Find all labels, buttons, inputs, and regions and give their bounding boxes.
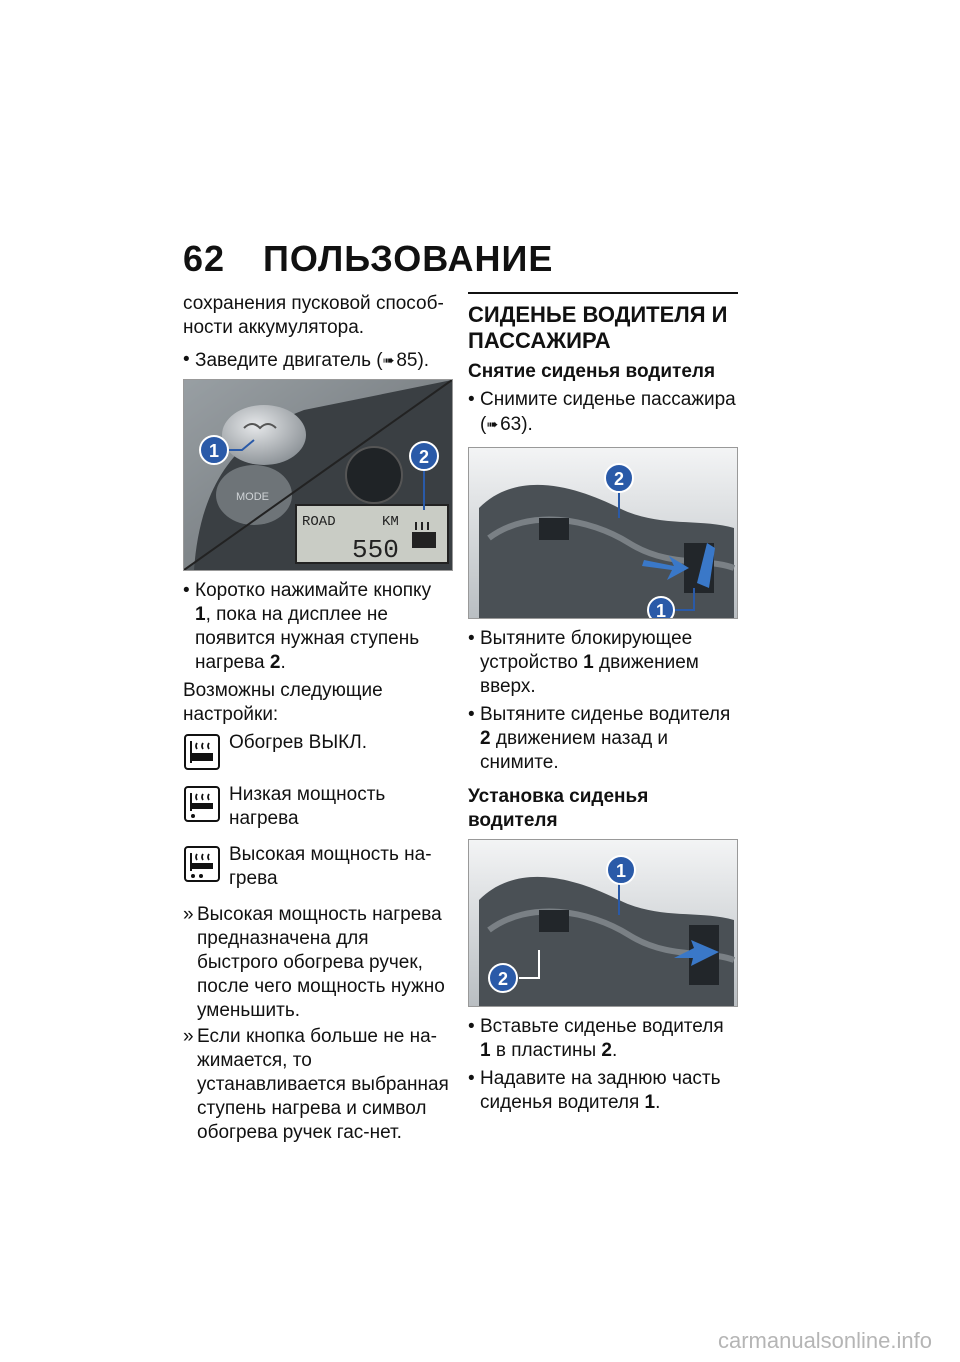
page-header [183, 238, 553, 280]
right-column [468, 292, 738, 1119]
seat-removal-illustration [469, 448, 737, 618]
subsection-remove-title: Снятие сиденья водителя [468, 361, 716, 382]
subsection-install-title: Установка сиденья водителя [468, 786, 649, 831]
svg-text:2: 2 [498, 969, 509, 989]
step-remove-rider-seat: • Вытяните сиденье водителя 2 движением назад и снимите. [468, 703, 738, 775]
seat-install-illustration [469, 840, 737, 1006]
page-number: 62 [183, 238, 226, 279]
heated-grips-figure [183, 379, 453, 571]
setting-heat-off [183, 731, 451, 771]
settings-intro: Возможны следующие настройки: [183, 680, 383, 725]
page-title: ПОЛЬЗОВАНИЕ [263, 238, 554, 279]
seat-install-figure [468, 839, 738, 1007]
handlebar-switch-illustration [184, 380, 452, 570]
svg-text:2: 2 [419, 447, 430, 467]
page-ref-arrow-icon: ➠ [382, 352, 395, 368]
intro-text: сохранения пусковой способ-ности аккумулятора. [183, 293, 444, 338]
display-unit-text: KM [382, 514, 399, 530]
setting-heat-low-label: Низкая мощность нагрева [229, 784, 386, 829]
step-pull-lock: • Вытяните блокирующее устройство 1 движением вверх. [468, 627, 738, 699]
step-press-seat: • Надавите на заднюю часть сиденья водителя 1. [468, 1067, 738, 1115]
display-value-text: 550 [352, 535, 399, 565]
grip-heat-off-icon [183, 731, 221, 771]
watermark: carmanualsonline.info [717, 1328, 932, 1353]
step-start-engine: • Заведите двигатель (➠ 85). [183, 348, 451, 373]
left-column [183, 292, 451, 1147]
mode-button-label: MODE [236, 491, 269, 503]
svg-text:1: 1 [656, 601, 667, 618]
setting-heat-low [183, 783, 451, 831]
setting-heat-high [183, 843, 451, 891]
page-ref[interactable]: 85 [396, 350, 418, 371]
svg-text:1: 1 [209, 441, 220, 461]
seat-removal-figure [468, 447, 738, 619]
grip-heat-high-icon [183, 843, 221, 883]
page-ref-arrow-icon: ➠ [486, 416, 499, 432]
step-press-button: • Коротко нажимайте кнопку 1, пока на дисплее не появится нужная ступень нагрева 2. [183, 579, 451, 675]
svg-text:1: 1 [616, 861, 627, 881]
heated-grip-button [222, 405, 306, 465]
page-ref[interactable]: 63 [500, 414, 522, 435]
grip-heat-low-icon [183, 783, 221, 823]
setting-heat-off-label: Обогрев ВЫКЛ. [229, 732, 367, 753]
result-setting-applied: » Если кнопка больше не на-жимается, то устанавливается выбранная ступень нагрева и символ обогрева ручек гас-нет. [183, 1025, 451, 1145]
step-insert-seat: • Вставьте сиденье водителя 1 в пластины 2. [468, 1015, 738, 1063]
step-remove-passenger-seat: • Снимите сиденье пассажира (➠ 63). [468, 388, 738, 437]
section-title: СИДЕНЬЕ ВОДИТЕЛЯ И ПАССАЖИРА [468, 292, 738, 354]
result-high-heat: » Высокая мощность нагрева предназначена для быстрого обогрева ручек, после чего мощность нужно уменьшить. [183, 903, 451, 1023]
svg-text:2: 2 [614, 469, 625, 489]
setting-heat-high-label: Высокая мощность на-грева [229, 844, 432, 889]
display-mode-text: ROAD [302, 514, 336, 530]
